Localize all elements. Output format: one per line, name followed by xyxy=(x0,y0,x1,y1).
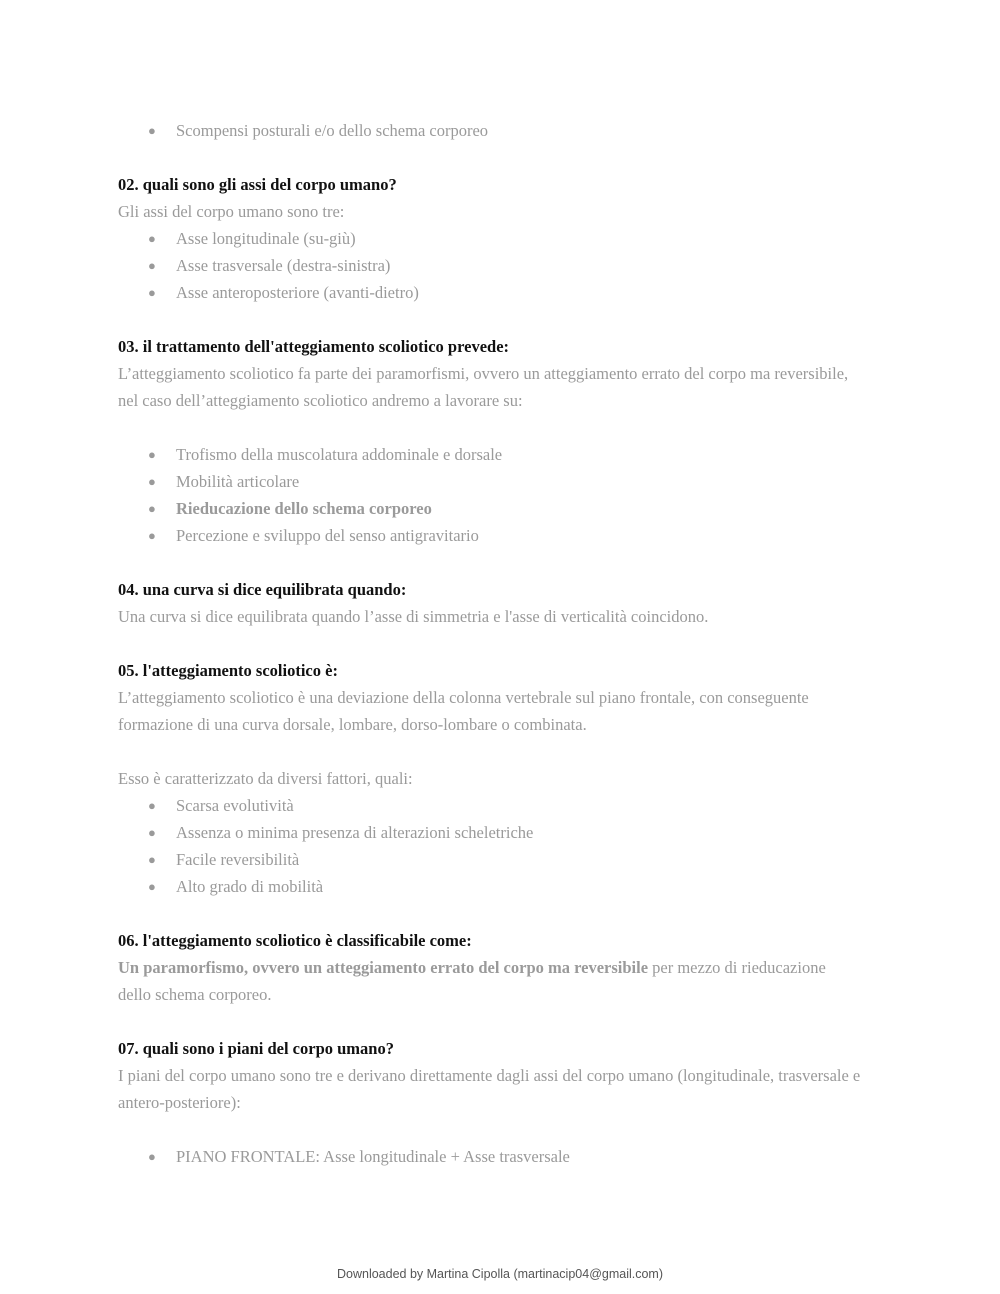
list-item-text: Asse anteroposteriore (avanti-dietro) xyxy=(176,283,419,302)
bullet-icon: ● xyxy=(148,258,156,273)
document-page xyxy=(118,117,888,1170)
list-item-text: Assenza o minima presenza di alterazioni scheletriche xyxy=(176,823,534,842)
list-item-text: PIANO FRONTALE: Asse longitudinale + Asse trasversale xyxy=(176,1147,570,1166)
bullet-icon: ● xyxy=(148,285,156,300)
list-item xyxy=(118,441,888,468)
list-item xyxy=(118,819,888,846)
list-item xyxy=(118,873,888,900)
bullet-icon: ● xyxy=(148,123,156,138)
bullet-icon: ● xyxy=(148,474,156,489)
question-03-para-line2: nel caso dell’atteggiamento scoliotico andremo a lavorare su: xyxy=(118,391,523,410)
list-item-text: Scompensi posturali e/o dello schema corporeo xyxy=(176,121,489,140)
question-05-para-line1: L’atteggiamento scoliotico è una deviazione della colonna vertebrale sul piano frontale, con conseguente xyxy=(118,688,809,707)
list-item xyxy=(118,1143,888,1170)
question-06-answer-line1 xyxy=(118,954,888,981)
list-item-text: Scarsa evolutività xyxy=(176,796,294,815)
bullet-icon: ● xyxy=(148,798,156,813)
question-04-answer: Una curva si dice equilibrata quando l’asse di simmetria e l'asse di verticalità coincidono. xyxy=(118,607,709,626)
bullet-icon: ● xyxy=(148,231,156,246)
bullet-icon: ● xyxy=(148,879,156,894)
list-item xyxy=(118,279,888,306)
list-item xyxy=(118,468,888,495)
question-05-lead: Esso è caratterizzato da diversi fattori, quali: xyxy=(118,769,413,788)
question-05-para-line2: formazione di una curva dorsale, lombare, dorso-lombare o combinata. xyxy=(118,715,587,734)
list-item xyxy=(118,225,888,252)
question-07-para-line1: I piani del corpo umano sono tre e derivano direttamente dagli assi del corpo umano (longitudinale, trasversale e xyxy=(118,1066,861,1085)
bullet-icon: ● xyxy=(148,825,156,840)
question-05-title: 05. l'atteggiamento scoliotico è: xyxy=(118,661,338,680)
list-item-text: Trofismo della muscolatura addominale e dorsale xyxy=(176,445,503,464)
bullet-icon: ● xyxy=(148,852,156,867)
question-07-para-line2: antero-posteriore): xyxy=(118,1093,241,1112)
list-item-text: Asse longitudinale (su-giù) xyxy=(176,229,356,248)
list-item xyxy=(118,117,888,144)
question-02-lead: Gli assi del corpo umano sono tre: xyxy=(118,202,345,221)
question-02-title: 02. quali sono gli assi del corpo umano? xyxy=(118,175,397,194)
list-item-text: Mobilità articolare xyxy=(176,472,300,491)
question-07-title: 07. quali sono i piani del corpo umano? xyxy=(118,1039,394,1058)
list-item-text: Facile reversibilità xyxy=(176,850,300,869)
question-06-title: 06. l'atteggiamento scoliotico è classificabile come: xyxy=(118,931,472,950)
question-03-title: 03. il trattamento dell'atteggiamento scoliotico prevede: xyxy=(118,337,510,356)
list-item-text: Percezione e sviluppo del senso antigravitario xyxy=(176,526,479,545)
question-06-answer-bold: Un paramorfismo, ovvero un atteggiamento errato del corpo ma reversibile xyxy=(118,958,649,977)
bullet-icon: ● xyxy=(148,501,156,516)
list-item xyxy=(118,522,888,549)
list-item-text: Alto grado di mobilità xyxy=(176,877,324,896)
question-06-answer-line2: dello schema corporeo. xyxy=(118,985,272,1004)
question-06-answer-rest: per mezzo di rieducazione xyxy=(648,958,826,977)
bullet-icon: ● xyxy=(148,447,156,462)
list-item-text: Rieducazione dello schema corporeo xyxy=(176,499,432,518)
list-item xyxy=(118,792,888,819)
bullet-icon: ● xyxy=(148,528,156,543)
list-item xyxy=(118,495,888,522)
download-footer: Downloaded by Martina Cipolla (martinacip04@gmail.com) xyxy=(336,1267,664,1281)
list-item xyxy=(118,252,888,279)
list-item xyxy=(118,846,888,873)
bullet-icon: ● xyxy=(148,1149,156,1164)
question-03-para-line1: L’atteggiamento scoliotico fa parte dei paramorfismi, ovvero un atteggiamento errato del corpo ma reversibile, xyxy=(118,364,849,383)
question-04-title: 04. una curva si dice equilibrata quando: xyxy=(118,580,407,599)
list-item-text: Asse trasversale (destra-sinistra) xyxy=(176,256,391,275)
